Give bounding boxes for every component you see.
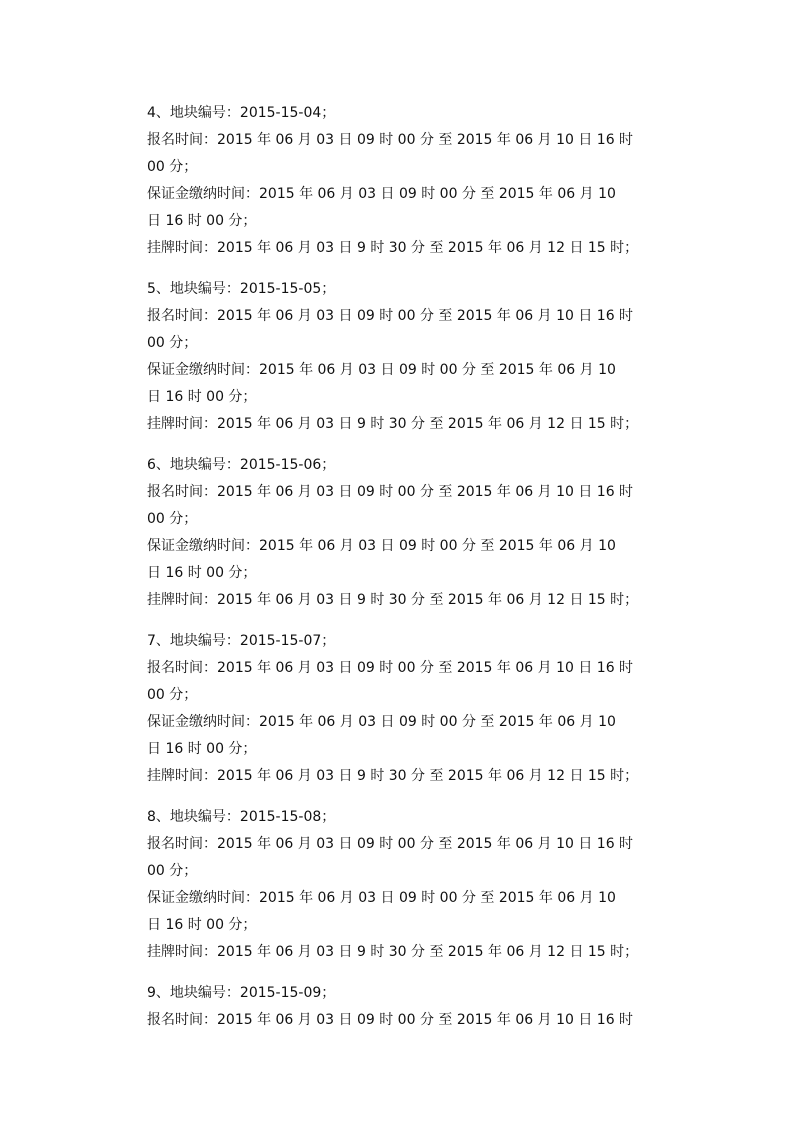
registration-time-continued: 00 分； <box>147 687 198 703</box>
document-body <box>147 100 649 1048</box>
parcel-number-line: 5、地块编号：2015-15-05； <box>147 281 336 297</box>
deposit-time-continued: 日 16 时 00 分； <box>147 917 257 933</box>
registration-time-continued: 00 分； <box>147 863 198 879</box>
registration-time-line: 报名时间：2015 年 06 月 03 日 09 时 00 分 至 2015 年 06 月 10 日 16 时 <box>147 132 634 148</box>
deposit-time-line: 保证金缴纳时间：2015 年 06 月 03 日 09 时 00 分 至 2015 年 06 月 10 <box>147 186 616 202</box>
registration-time-continued: 00 分； <box>147 159 198 175</box>
deposit-time-continued: 日 16 时 00 分； <box>147 389 257 405</box>
parcel-number-line: 4、地块编号：2015-15-04； <box>147 105 336 121</box>
registration-time-line: 报名时间：2015 年 06 月 03 日 09 时 00 分 至 2015 年 06 月 10 日 16 时 <box>147 484 634 500</box>
deposit-time-line: 保证金缴纳时间：2015 年 06 月 03 日 09 时 00 分 至 2015 年 06 月 10 <box>147 890 616 906</box>
listing-time-line: 挂牌时间：2015 年 06 月 03 日 9 时 30 分 至 2015 年 06 月 12 日 15 时； <box>147 944 639 960</box>
registration-time-line: 报名时间：2015 年 06 月 03 日 09 时 00 分 至 2015 年 06 月 10 日 16 时 <box>147 308 634 324</box>
registration-time-line: 报名时间：2015 年 06 月 03 日 09 时 00 分 至 2015 年 06 月 10 日 16 时 <box>147 1012 634 1028</box>
parcel-block-9 <box>147 980 649 1034</box>
registration-time-line: 报名时间：2015 年 06 月 03 日 09 时 00 分 至 2015 年 06 月 10 日 16 时 <box>147 836 634 852</box>
parcel-block-5 <box>147 276 649 438</box>
parcel-block-6 <box>147 452 649 614</box>
deposit-time-line: 保证金缴纳时间：2015 年 06 月 03 日 09 时 00 分 至 2015 年 06 月 10 <box>147 714 616 730</box>
listing-time-line: 挂牌时间：2015 年 06 月 03 日 9 时 30 分 至 2015 年 06 月 12 日 15 时； <box>147 416 639 432</box>
parcel-number-line: 7、地块编号：2015-15-07； <box>147 633 336 649</box>
deposit-time-line: 保证金缴纳时间：2015 年 06 月 03 日 09 时 00 分 至 2015 年 06 月 10 <box>147 362 616 378</box>
parcel-block-7 <box>147 628 649 790</box>
registration-time-continued: 00 分； <box>147 335 198 351</box>
parcel-number-line: 8、地块编号：2015-15-08； <box>147 809 336 825</box>
deposit-time-continued: 日 16 时 00 分； <box>147 565 257 581</box>
listing-time-line: 挂牌时间：2015 年 06 月 03 日 9 时 30 分 至 2015 年 06 月 12 日 15 时； <box>147 240 639 256</box>
listing-time-line: 挂牌时间：2015 年 06 月 03 日 9 时 30 分 至 2015 年 06 月 12 日 15 时； <box>147 768 639 784</box>
registration-time-continued: 00 分； <box>147 511 198 527</box>
deposit-time-continued: 日 16 时 00 分； <box>147 741 257 757</box>
parcel-block-4 <box>147 100 649 262</box>
registration-time-line: 报名时间：2015 年 06 月 03 日 09 时 00 分 至 2015 年 06 月 10 日 16 时 <box>147 660 634 676</box>
parcel-number-line: 6、地块编号：2015-15-06； <box>147 457 336 473</box>
parcel-number-line: 9、地块编号：2015-15-09； <box>147 985 336 1001</box>
deposit-time-continued: 日 16 时 00 分； <box>147 213 257 229</box>
listing-time-line: 挂牌时间：2015 年 06 月 03 日 9 时 30 分 至 2015 年 06 月 12 日 15 时； <box>147 592 639 608</box>
parcel-block-8 <box>147 804 649 966</box>
deposit-time-line: 保证金缴纳时间：2015 年 06 月 03 日 09 时 00 分 至 2015 年 06 月 10 <box>147 538 616 554</box>
